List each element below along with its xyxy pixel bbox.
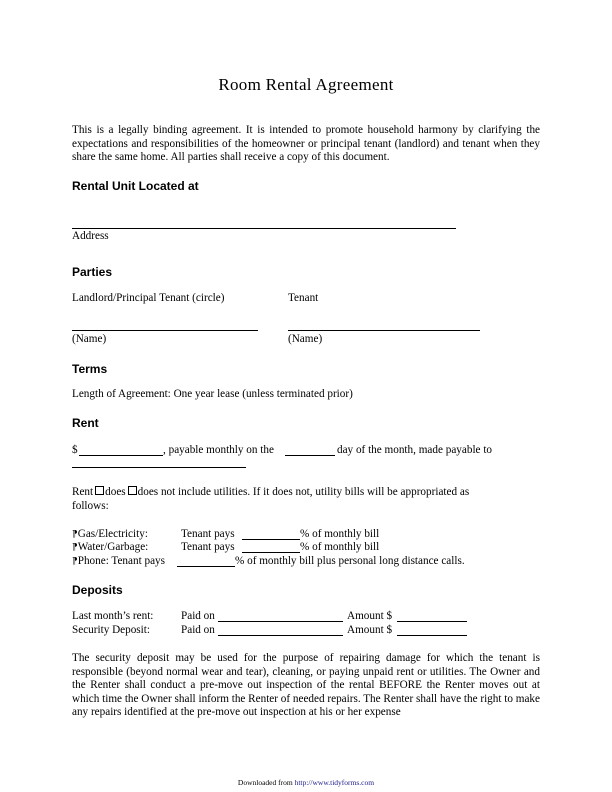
gas-percent-line[interactable] [242, 539, 300, 540]
gas-suffix: % of monthly bill [300, 528, 380, 540]
utilities-opt-does-not: does not include utilities. If it does not, utility bills will be appropriated as [137, 486, 470, 498]
address-line[interactable] [72, 228, 456, 229]
footer [0, 778, 612, 787]
phone-label: Phone: Tenant pays [77, 555, 165, 567]
security-deposit-label: Security Deposit: [72, 624, 150, 636]
checkbox-does-not[interactable] [128, 486, 137, 495]
address-label: Address [72, 230, 109, 242]
utilities-line [72, 486, 469, 500]
gas-label: Gas/Electricity: [77, 528, 148, 540]
utilities-opt-does: does [105, 486, 126, 498]
last-month-amount-line[interactable] [397, 621, 467, 622]
last-month-amount: Amount $ [347, 610, 393, 622]
phone-percent-line[interactable] [177, 566, 235, 567]
gas-tenant-pays: Tenant pays [181, 528, 235, 540]
water-suffix: % of monthly bill [300, 541, 380, 553]
parties-heading: Parties [72, 265, 113, 279]
security-amount: Amount $ [347, 624, 393, 636]
utilities-prefix: Rent [72, 486, 94, 498]
last-month-paid-on: Paid on [181, 610, 215, 622]
water-percent-line[interactable] [242, 552, 300, 553]
water-row [72, 541, 148, 555]
security-amount-line[interactable] [397, 635, 467, 636]
bullet-icon: ⁋ [72, 556, 78, 566]
rent-amount-line[interactable] [79, 455, 163, 456]
landlord-name-line[interactable] [72, 330, 258, 331]
landlord-label: Landlord/Principal Tenant (circle) [72, 292, 225, 304]
footer-link[interactable]: http://www.tidyforms.com [294, 778, 375, 787]
terms-length: Length of Agreement: One year lease (unless terminated prior) [72, 388, 353, 400]
tenant-label: Tenant [288, 292, 319, 304]
checkbox-does[interactable] [95, 486, 104, 495]
rent-day-line[interactable] [285, 455, 335, 456]
landlord-name-label: (Name) [72, 333, 107, 345]
tenant-name-line[interactable] [288, 330, 480, 331]
intro-paragraph: This is a legally binding agreement. It is intended to promote household harmony by clarifying the expectations and responsibilities of the homeowner or principal tenant (landlord) and tenant when they share the same home. All parties shall receive a copy of this document. [72, 124, 540, 164]
rent-dollar-sign: $ [72, 444, 78, 456]
last-month-date-line[interactable] [218, 621, 343, 622]
tenant-name-label: (Name) [288, 333, 323, 345]
utilities-cont: follows: [72, 500, 109, 512]
terms-heading: Terms [72, 362, 108, 376]
water-tenant-pays: Tenant pays [181, 541, 235, 553]
bullet-icon: ⁋ [72, 542, 78, 552]
bullet-icon: ⁋ [72, 529, 78, 539]
water-label: Water/Garbage: [77, 541, 149, 553]
security-date-line[interactable] [218, 635, 343, 636]
rent-payable-to: day of the month, made payable to [337, 444, 493, 456]
phone-row [72, 555, 165, 569]
rent-payable-monthly: , payable monthly on the [163, 444, 274, 456]
document-title: Room Rental Agreement [218, 75, 394, 94]
security-paid-on: Paid on [181, 624, 215, 636]
security-deposit-paragraph: The security deposit may be used for the purpose of repairing damage for which the tenant is responsible (beyond normal wear and tear), cleaning, or paying unpaid rent or utilities. The Owner and the Renter shall conduct a pre-move out inspection of the rental BEFORE the Renter moves out at which time the Owner shall inform the Renter of needed repairs. The Renter shall have the right to make any repairs identified at the pre-move out inspection at his or her expense [72, 652, 540, 719]
footer-prefix: Downloaded from [237, 778, 293, 787]
rent-heading: Rent [72, 416, 99, 430]
phone-suffix: % of monthly bill plus personal long distance calls. [235, 555, 465, 567]
gas-row [72, 528, 148, 542]
deposits-heading: Deposits [72, 583, 123, 597]
last-month-label: Last month’s rent: [72, 610, 154, 622]
rent-payee-line[interactable] [72, 467, 246, 468]
rental-unit-heading: Rental Unit Located at [72, 179, 199, 193]
